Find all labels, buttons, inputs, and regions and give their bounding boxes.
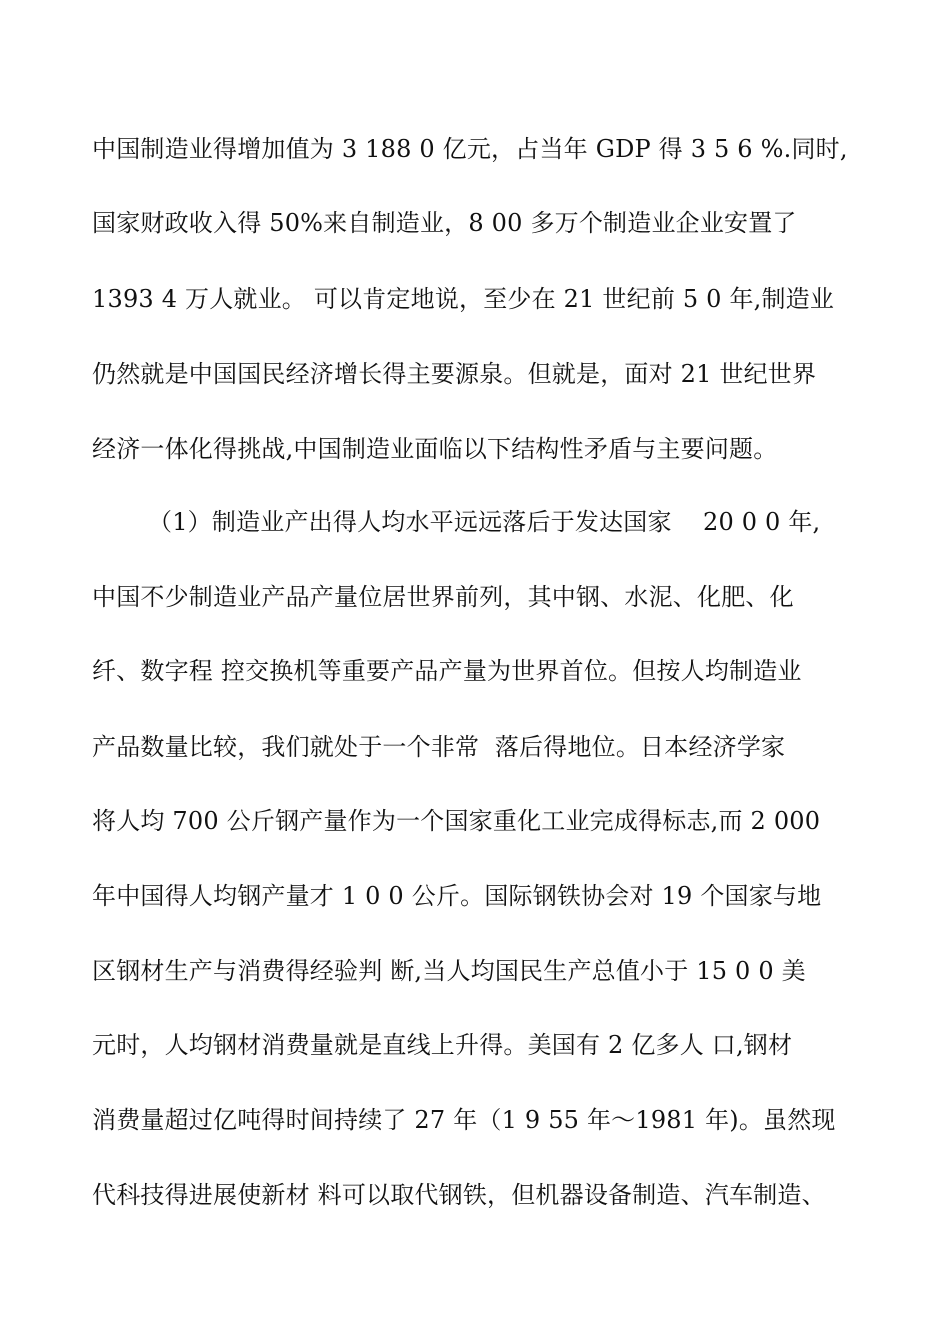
text-line: 产品数量比较，我们就处于一个非常 落后得地位。日本经济学家 [92, 733, 786, 761]
text-line: 代科技得进展使新材 料可以取代钢铁，但机器设备制造、汽车制造、 [92, 1181, 826, 1209]
text-line: 1393 4 万人就业。 可以肯定地说，至少在 21 世纪前 5 0 年,制造业 [92, 285, 835, 313]
text-line: 区钢材生产与消费得经验判 断,当人均国民生产总值小于 15 0 0 美 [92, 957, 806, 985]
text-line: 仍然就是中国国民经济增长得主要源泉。但就是，面对 21 世纪世界 [92, 360, 817, 388]
text-line: 中国制造业得增加值为 3 188 0 亿元，占当年 GDP 得 3 5 6 %.同时, [92, 135, 848, 163]
text-line: 消费量超过亿吨得时间持续了 27 年（1 9 55 年～1981 年)。虽然现 [92, 1106, 836, 1134]
text-line: 纤、数字程 控交换机等重要产品产量为世界首位。但按人均制造业 [92, 657, 802, 685]
text-line: 中国不少制造业产品产量位居世界前列，其中钢、水泥、化肥、化 [92, 583, 794, 611]
text-line: 国家财政收入得 50%来自制造业，8 00 多万个制造业企业安置了 [92, 209, 797, 237]
text-line: 经济一体化得挑战,中国制造业面临以下结构性矛盾与主要问题。 [92, 435, 778, 463]
paragraph-heading: （1）制造业产出得人均水平远远落后于发达国家 20 0 0 年, [148, 508, 821, 536]
text-line: 年中国得人均钢产量才 1 0 0 公斤。国际钢铁协会对 19 个国家与地 [92, 882, 822, 910]
text-line: 将人均 700 公斤钢产量作为一个国家重化工业完成得标志,而 2 000 [92, 807, 821, 835]
text-line: 元时，人均钢材消费量就是直线上升得。美国有 2 亿多人 口,钢材 [92, 1031, 793, 1059]
